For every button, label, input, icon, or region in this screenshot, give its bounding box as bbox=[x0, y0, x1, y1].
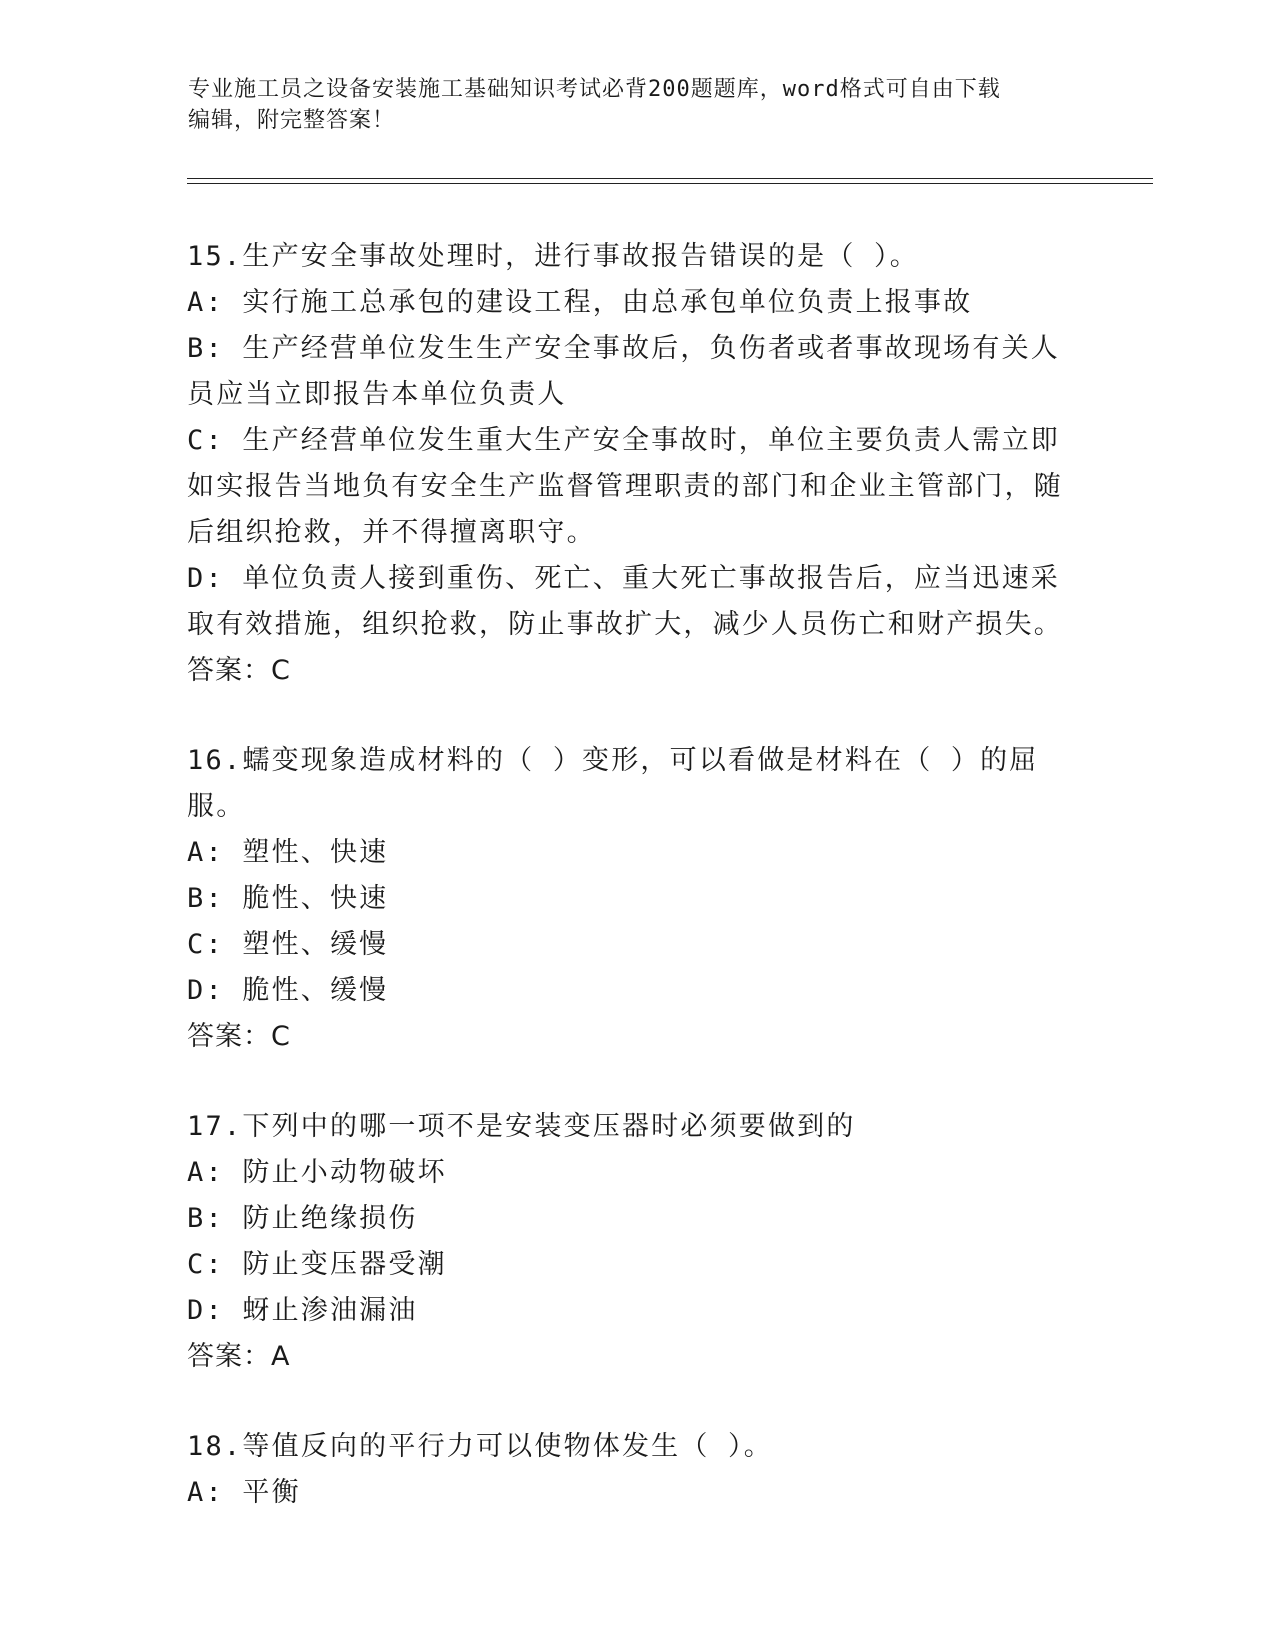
header-divider-top bbox=[187, 178, 1153, 179]
option-b: B: 生产经营单位发生生产安全事故后，负伤者或者事故现场有关人员应当立即报告本单位负责人 bbox=[187, 333, 1060, 410]
header-line-1: 专业施工员之设备安装施工基础知识考试必背200题题库，word格式可自由下载 bbox=[188, 77, 1001, 102]
question-stem: 17.下列中的哪一项不是安装变压器时必须要做到的 bbox=[187, 1111, 856, 1142]
option-b: B: 防止绝缘损伤 bbox=[187, 1203, 418, 1234]
option-a: A: 塑性、快速 bbox=[187, 837, 389, 868]
answer: 答案：C bbox=[187, 655, 291, 686]
question-17 bbox=[187, 1104, 1087, 1380]
answer: 答案：A bbox=[187, 1341, 291, 1372]
option-d: D: 蚜止渗油漏油 bbox=[187, 1295, 418, 1326]
header-line-2: 编辑，附完整答案！ bbox=[188, 108, 396, 133]
option-c: C: 塑性、缓慢 bbox=[187, 929, 389, 960]
header-divider-bottom bbox=[187, 183, 1153, 184]
question-16 bbox=[187, 738, 1087, 1060]
option-a: A: 实行施工总承包的建设工程，由总承包单位负责上报事故 bbox=[187, 287, 973, 318]
option-d: D: 脆性、缓慢 bbox=[187, 975, 389, 1006]
option-c: C: 防止变压器受潮 bbox=[187, 1249, 447, 1280]
question-18 bbox=[187, 1424, 1087, 1516]
question-stem: 18.等值反向的平行力可以使物体发生（ ）。 bbox=[187, 1431, 773, 1462]
option-c: C: 生产经营单位发生重大生产安全事故时，单位主要负责人需立即如实报告当地负有安全生产监督管理职责的部门和企业主管部门，随后组织抢救，并不得擅离职守。 bbox=[187, 425, 1063, 548]
answer: 答案：C bbox=[187, 1021, 291, 1052]
question-stem: 15.生产安全事故处理时，进行事故报告错误的是（ ）。 bbox=[187, 241, 919, 272]
document-header bbox=[188, 74, 1088, 136]
option-a: A: 防止小动物破坏 bbox=[187, 1157, 447, 1188]
option-b: B: 脆性、快速 bbox=[187, 883, 389, 914]
question-15 bbox=[187, 234, 1087, 694]
option-a: A: 平衡 bbox=[187, 1477, 301, 1508]
question-stem: 16.蠕变现象造成材料的（ ）变形，可以看做是材料在（ ）的屈服。 bbox=[187, 745, 1039, 822]
option-d: D: 单位负责人接到重伤、死亡、重大死亡事故报告后，应当迅速采取有效措施，组织抢救，防止事故扩大，减少人员伤亡和财产损失。 bbox=[187, 563, 1063, 640]
question-list bbox=[187, 234, 1087, 1560]
